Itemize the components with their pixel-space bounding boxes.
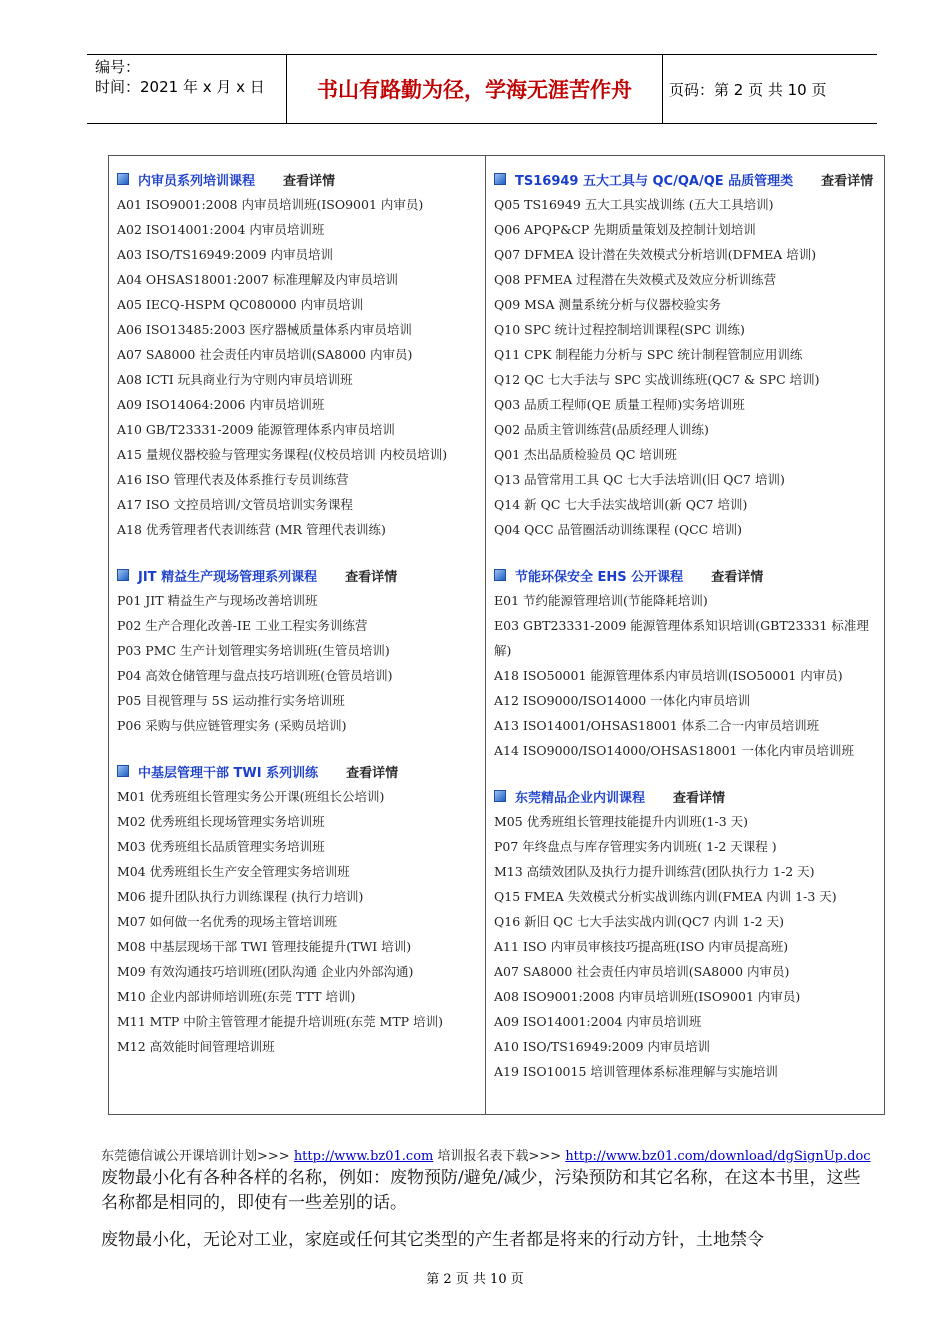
course-item: A18 优秀管理者代表训练营 (MR 管理代表训练) <box>117 522 386 537</box>
site-link[interactable]: http://www.bz01.com <box>293 1149 434 1164</box>
page-number: 第 2 页 共 10 页 <box>426 1272 524 1287</box>
section-header <box>117 166 477 192</box>
view-details-link[interactable]: 查看详情 <box>345 569 398 585</box>
course-item: P05 目视管理与 5S 运动推行实务培训班 <box>117 693 345 708</box>
course-item: A19 ISO10015 培训管理体系标准理解与实施培训 <box>494 1064 778 1079</box>
section-header <box>117 758 477 784</box>
section-header <box>494 166 876 192</box>
course-item: M04 优秀班组长生产安全管理实务培训班 <box>117 864 350 879</box>
bullet-icon <box>494 173 506 185</box>
course-item: M05 优秀班组长管理技能提升内训班(1-3 天) <box>494 814 749 829</box>
course-item: A14 ISO9000/ISO14000/OHSAS18001 一体化内审员培训班 <box>494 743 854 758</box>
course-item: A06 ISO13485:2003 医疗器械质量体系内审员培训 <box>117 322 412 337</box>
bullet-icon <box>117 765 129 777</box>
course-item: Q16 新旧 QC 七大手法实战内训(QC7 内训 1-2 天) <box>494 914 784 929</box>
course-table <box>108 155 885 1115</box>
course-item: M03 优秀班组长品质管理实务培训班 <box>117 839 325 854</box>
time-label: 时间：2021 年 x 月 x 日 <box>95 78 265 96</box>
body-paragraph-2: 废物最小化，无论对工业，家庭或任何其它类型的产生者都是将来的行动方针，土地禁令 <box>101 1230 764 1250</box>
course-item: M06 提升团队执行力训练课程 (执行力培训) <box>117 889 364 904</box>
course-item: A09 ISO14064:2006 内审员培训班 <box>117 397 325 412</box>
course-item: A15 量规仪器校验与管理实务课程(仪校员培训 内校员培训) <box>117 447 448 462</box>
course-item: A17 ISO 文控员培训/文管员培训实务课程 <box>117 497 353 512</box>
course-item: A07 SA8000 社会责任内审员培训(SA8000 内审员) <box>117 347 413 362</box>
section-title[interactable]: 东莞精品企业内训课程 <box>515 790 646 806</box>
course-item: A02 ISO14001:2004 内审员培训班 <box>117 222 325 237</box>
course-item: P03 PMC 生产计划管理实务培训班(生管员培训) <box>117 643 390 658</box>
left-column <box>109 156 486 1114</box>
page-header <box>87 54 877 124</box>
course-item: Q01 杰出品质检验员 QC 培训班 <box>494 447 677 462</box>
view-details-link[interactable]: 查看详情 <box>711 569 764 585</box>
view-details-link[interactable]: 查看详情 <box>821 173 874 189</box>
course-item: Q15 FMEA 失效模式分析实战训练内训(FMEA 内训 1-3 天) <box>494 889 837 904</box>
section-header <box>494 562 876 588</box>
course-item: Q06 APQP&CP 先期质量策划及控制计划培训 <box>494 222 756 237</box>
view-details-link[interactable]: 查看详情 <box>673 790 726 806</box>
number-label: 编号： <box>95 58 141 76</box>
header-meta <box>95 57 285 97</box>
course-item: P01 JIT 精益生产与现场改善培训班 <box>117 593 318 608</box>
course-item: Q08 PFMEA 过程潜在失效模式及效应分析训练营 <box>494 272 777 287</box>
course-item: Q09 MSA 测量系统分析与仪器校验实务 <box>494 297 721 312</box>
course-item: P02 生产合理化改善-IE 工业工程实务训练营 <box>117 618 368 633</box>
section-title[interactable]: JIT 精益生产现场管理系列课程 <box>138 569 318 585</box>
signup-prefix: 东莞德信诚公开课培训计划>>> <box>101 1149 294 1164</box>
header-page-label: 页码：第 2 页 共 10 页 <box>669 80 827 99</box>
course-item: A12 ISO9000/ISO14000 一体化内审员培训 <box>494 693 751 708</box>
signup-middle: 培训报名表下载>>> <box>433 1149 566 1164</box>
course-item: M02 优秀班组长现场管理实务培训班 <box>117 814 325 829</box>
course-item: P04 高效仓储管理与盘点技巧培训班(仓管员培训) <box>117 668 393 683</box>
course-item: Q13 品管常用工具 QC 七大手法培训(旧 QC7 培训) <box>494 472 785 487</box>
course-item: Q04 QCC 品管圈活动训练课程 (QCC 培训) <box>494 522 743 537</box>
header-motto: 书山有路勤为径，学海无涯苦作舟 <box>286 55 663 123</box>
course-item: Q02 品质主管训练营(品质经理人训练) <box>494 422 709 437</box>
course-item: M10 企业内部讲师培训班(东莞 TTT 培训) <box>117 989 356 1004</box>
course-item: A16 ISO 管理代表及体系推行专员训练营 <box>117 472 349 487</box>
course-item: A10 GB/T23331-2009 能源管理体系内审员培训 <box>117 422 395 437</box>
course-item: M13 高绩效团队及执行力提升训练营(团队执行力 1-2 天) <box>494 864 815 879</box>
course-item: A09 ISO14001:2004 内审员培训班 <box>494 1014 702 1029</box>
view-details-link[interactable]: 查看详情 <box>283 173 336 189</box>
section-header <box>117 562 477 588</box>
course-item: A01 ISO9001:2008 内审员培训班(ISO9001 内审员) <box>117 197 424 212</box>
course-item: Q14 新 QC 七大手法实战培训(新 QC7 培训) <box>494 497 748 512</box>
course-item: M12 高效能时间管理培训班 <box>117 1039 275 1054</box>
course-item: P07 年终盘点与库存管理实务内训班( 1-2 天课程 ) <box>494 839 777 854</box>
section-title[interactable]: TS16949 五大工具与 QC/QA/QE 品质管理类 <box>515 173 794 189</box>
bullet-icon <box>117 569 129 581</box>
course-item: A10 ISO/TS16949:2009 内审员培训 <box>494 1039 711 1054</box>
bullet-icon <box>494 569 506 581</box>
course-item: A08 ISO9001:2008 内审员培训班(ISO9001 内审员) <box>494 989 801 1004</box>
signup-form-link[interactable]: http://www.bz01.com/download/dgSignUp.doc <box>565 1149 871 1164</box>
course-item: A04 OHSAS18001:2007 标准理解及内审员培训 <box>117 272 398 287</box>
course-item: E01 节约能源管理培训(节能降耗培训) <box>494 593 708 608</box>
signup-line <box>101 1145 871 1164</box>
course-item: A11 ISO 内审员审核技巧提高班(ISO 内审员提高班) <box>494 939 789 954</box>
course-item: P06 采购与供应链管理实务 (采购员培训) <box>117 718 347 733</box>
course-item: A03 ISO/TS16949:2009 内审员培训 <box>117 247 334 262</box>
section-title[interactable]: 内审员系列培训课程 <box>138 173 256 189</box>
course-item: A08 ICTI 玩具商业行为守则内审员培训班 <box>117 372 353 387</box>
course-item: M07 如何做一名优秀的现场主管培训班 <box>117 914 338 929</box>
course-item: Q10 SPC 统计过程控制培训课程(SPC 训练) <box>494 322 745 337</box>
course-item: A18 ISO50001 能源管理体系内审员培训(ISO50001 内审员) <box>494 668 843 683</box>
body-paragraph-1: 废物最小化有各种各样的名称，例如：废物预防/避免/减少，污染预防和其它名称，在这本书里，这些名称都是相同的，即使有一些差别的话。 <box>101 1168 861 1213</box>
bullet-icon <box>117 173 129 185</box>
course-item: Q12 QC 七大手法与 SPC 实战训练班(QC7 & SPC 培训) <box>494 372 820 387</box>
course-item: M11 MTP 中阶主管管理才能提升培训班(东莞 MTP 培训) <box>117 1014 443 1029</box>
view-details-link[interactable]: 查看详情 <box>346 765 399 781</box>
course-item: Q05 TS16949 五大工具实战训练 (五大工具培训) <box>494 197 774 212</box>
course-item: A07 SA8000 社会责任内审员培训(SA8000 内审员) <box>494 964 790 979</box>
course-item: M09 有效沟通技巧培训班(团队沟通 企业内外部沟通) <box>117 964 414 979</box>
section-header <box>494 783 876 809</box>
course-item: M01 优秀班组长管理实务公开课(班组长公培训) <box>117 789 385 804</box>
course-item: E03 GBT23331-2009 能源管理体系知识培训(GBT23331 标准理解) <box>494 618 869 658</box>
course-item: A05 IECQ-HSPM QC080000 内审员培训 <box>117 297 364 312</box>
section-title[interactable]: 中基层管理干部 TWI 系列训练 <box>138 765 319 781</box>
course-item: Q07 DFMEA 设计潜在失效模式分析培训(DFMEA 培训) <box>494 247 817 262</box>
course-item: Q03 品质工程师(QE 质量工程师)实务培训班 <box>494 397 745 412</box>
section-title[interactable]: 节能环保安全 EHS 公开课程 <box>515 569 684 585</box>
course-item: A13 ISO14001/OHSAS18001 体系二合一内审员培训班 <box>494 718 820 733</box>
bullet-icon <box>494 790 506 802</box>
course-item: Q11 CPK 制程能力分析与 SPC 统计制程管制应用训练 <box>494 347 803 362</box>
right-column <box>486 156 884 1114</box>
course-item: M08 中基层现场干部 TWI 管理技能提升(TWI 培训) <box>117 939 412 954</box>
